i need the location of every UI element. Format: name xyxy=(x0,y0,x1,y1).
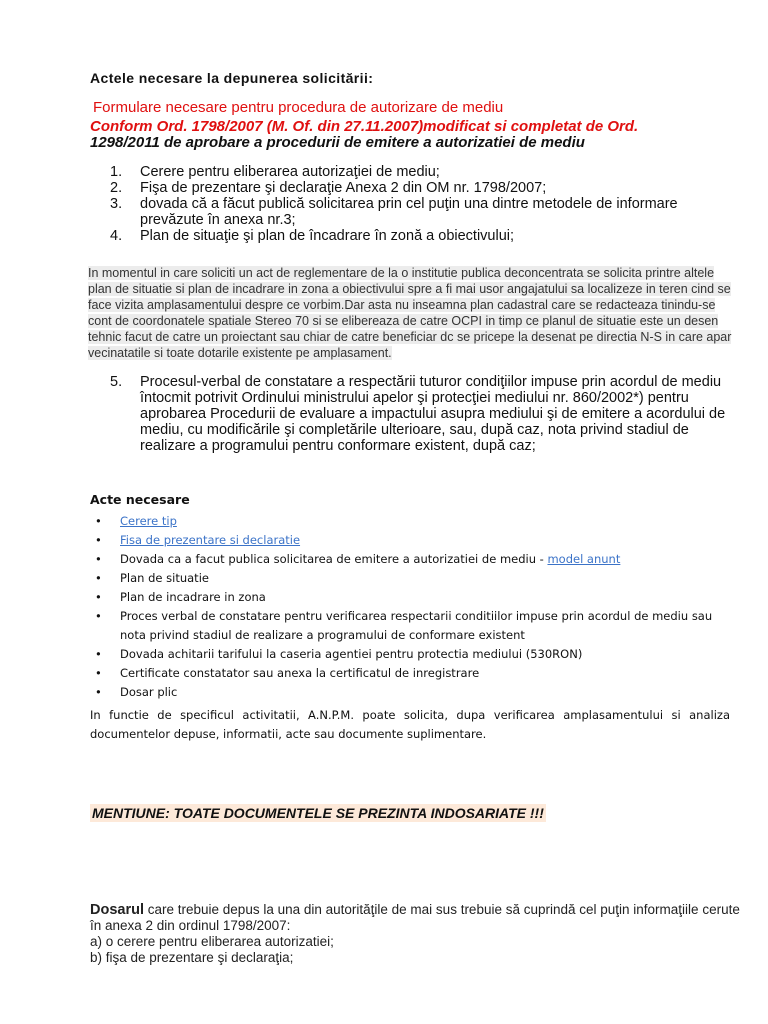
list-item xyxy=(110,196,740,228)
dosar-text: care trebuie depus la una din autorităţile de mai sus trebuie să cuprindă cel puţin informaţiile cerute în anexa 2 din ordinul 1798/2007: xyxy=(90,902,740,933)
item-number: 4. xyxy=(110,228,123,244)
list-item-5 xyxy=(110,374,740,454)
item-text: Dovada ca a facut publica solicitarea de emitere a autorizatiei de mediu - xyxy=(120,552,548,566)
list-item xyxy=(110,164,740,180)
item-number: 2. xyxy=(110,180,123,196)
item-number: 3. xyxy=(110,196,123,212)
list-item xyxy=(90,550,740,569)
item-text: Fişa de prezentare şi declaraţie Anexa 2 din OM nr. 1798/2007; xyxy=(140,180,547,196)
anpm-paragraph: In functie de specificul activitatii, A.N.P.M. poate solicita, dupa verificarea amplasamentului si analiza documentelor depuse, informatii, acte sau documente suplimentare. xyxy=(90,708,730,741)
order-reference: Conform Ord. 1798/2007 (M. Of. din 27.11.2007)modificat si completat de Ord. xyxy=(90,118,639,135)
item-text: Proces verbal de constatare pentru verificarea respectarii conditiilor impuse prin acordul de mediu sau nota privind stadiul de realizare a programului de conformare existent xyxy=(120,609,713,642)
list-item: a) o cerere pentru eliberarea autorizatiei; xyxy=(90,934,334,949)
item-text: Dosar plic xyxy=(120,685,178,699)
item-number: 1. xyxy=(110,164,123,180)
item-tail: nota privind stadiul de realizare a programului pentru conformare xyxy=(140,422,689,454)
item-text: dovada că a făcut publică solicitarea prin cel puţin una dintre metodele de informare prevăzute în anexa nr.3; xyxy=(140,196,678,228)
list-item xyxy=(90,512,740,531)
acte-necesare-title: Acte necesare xyxy=(90,492,190,507)
item-text: -verbal de constatare a respectării tuturor condiţiilor impuse prin acordul de mediu întocmit potrivit Ordinului ministrului apelor şi protecţiei mediului nr. 860/2002*) pentru aprobarea Procedurii de evaluare a impactului asupra mediului şi de emitere a acordului de mediu, cu modificările şi completările ulterioare, sau, după caz, xyxy=(140,374,726,438)
bullet-icon: • xyxy=(95,571,102,585)
highlighted-note xyxy=(88,265,733,361)
bullet-icon: • xyxy=(95,533,102,547)
bullet-icon: • xyxy=(95,666,102,680)
bullet-icon: • xyxy=(95,590,102,604)
item-lead: Procesul xyxy=(140,374,197,390)
bullet-icon: • xyxy=(95,609,102,623)
list-item: b) fişa de prezentare şi declaraţia; xyxy=(90,950,294,965)
item-text: Plan de situatie xyxy=(120,571,209,585)
note-text: In momentul in care soliciti un act de reglementare de la o institutie publica deconcentrata se solicita printre altele plan de situatie si plan de incadrare in zona a obiectivului spre a fi mai usor angajatului sa localizeze in teren cind se face vizita amplasamentului despre ce vorbim.Dar asta nu inseamna plan cadastral care se redacteaza tinindu-se cont de coordonatele spatiale Stereo 70 si se elibereaza de catre OCPI in timp ce planul de situatie este un desen tehnic facut de catre un proiectant sau chiar de catre beneficiar dc se pricepe la desenat pe directia N-S in care apar vecinatatile si toate dotarile existente pe amplasament. xyxy=(88,266,732,360)
item-number: 5. xyxy=(110,374,123,390)
fisa-prezentare-link[interactable]: Fisa de prezentare si declaratie xyxy=(120,533,301,547)
bullet-icon: • xyxy=(95,685,102,699)
item-text: Plan de situaţie şi plan de încadrare în zonă a obiectivului; xyxy=(140,228,515,244)
dosar-lead: Dosarul xyxy=(90,902,144,918)
item-text: Cerere pentru eliberarea autorizaţiei de mediu; xyxy=(140,164,440,180)
item-end: existent, după caz; xyxy=(410,438,536,454)
list-item xyxy=(110,180,740,196)
bullet-icon: • xyxy=(95,647,102,661)
bullet-list xyxy=(90,512,740,702)
forms-subtitle: Formulare necesare pentru procedura de autorizare de mediu xyxy=(93,99,504,116)
item-text: Certificate constatator sau anexa la certificatul de inregistrare xyxy=(120,666,480,680)
list-item xyxy=(110,228,740,244)
list-item xyxy=(110,374,740,454)
list-item xyxy=(90,588,740,607)
list-item xyxy=(90,569,740,588)
page-heading: Actele necesare la depunerea solicitării: xyxy=(90,70,374,86)
list-item xyxy=(90,531,740,550)
model-anunt-link[interactable]: model anunt xyxy=(547,552,621,566)
numbered-list xyxy=(110,164,740,244)
list-item xyxy=(90,645,740,664)
bullet-icon: • xyxy=(95,514,102,528)
mentiune-banner: MENTIUNE: TOATE DOCUMENTELE SE PREZINTA INDOSARIATE !!! xyxy=(92,805,544,821)
item-text: Plan de incadrare in zona xyxy=(120,590,266,604)
list-item xyxy=(90,683,740,702)
dosar-intro xyxy=(90,902,740,934)
order-amendment: 1298/2011 de aprobare a procedurii de emitere a autorizatiei de mediu xyxy=(90,134,585,151)
dosar-section xyxy=(90,902,740,966)
list-item xyxy=(90,664,740,683)
list-item xyxy=(90,607,740,645)
cerere-tip-link[interactable]: Cerere tip xyxy=(120,514,177,528)
item-text: Dovada achitarii tarifului la caseria agentiei pentru protectia mediului (530RON) xyxy=(120,647,583,661)
bullet-icon: • xyxy=(95,552,102,566)
